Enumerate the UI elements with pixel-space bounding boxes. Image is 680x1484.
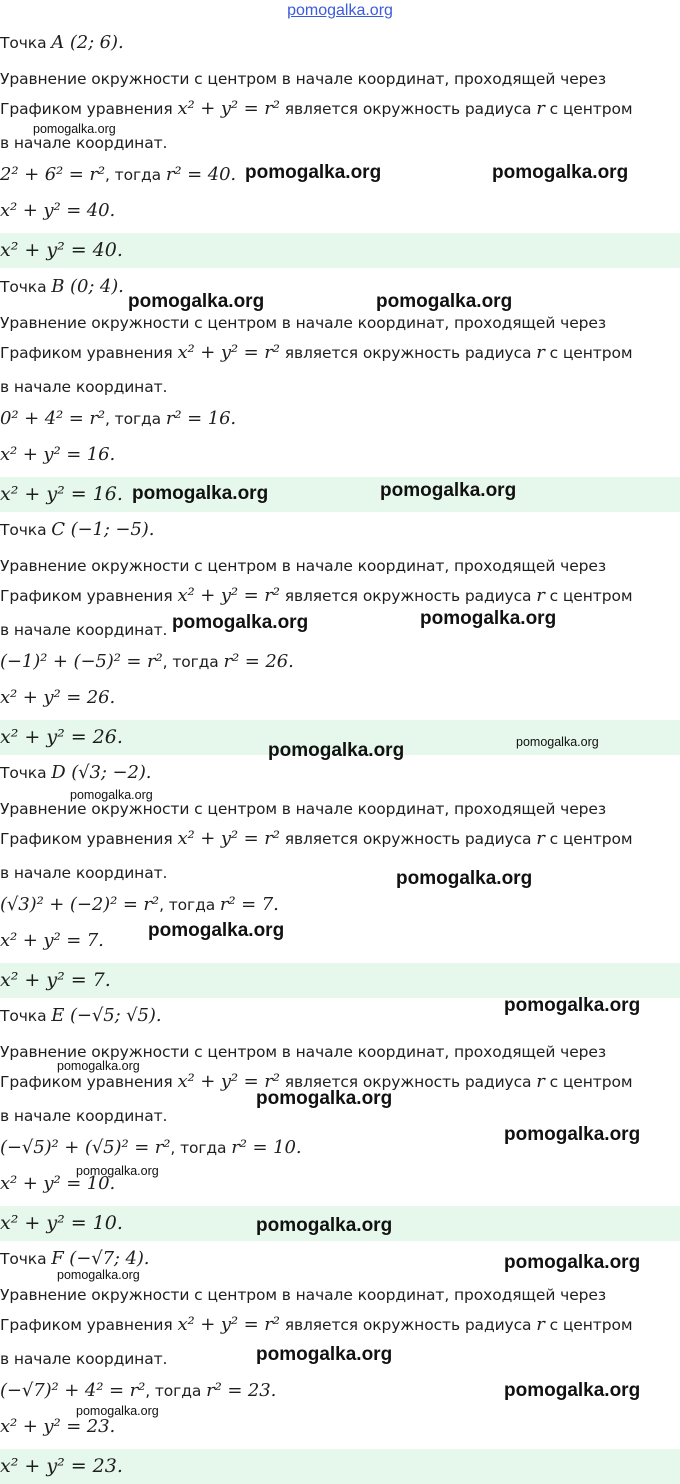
watermark: pomogalka.org — [76, 1164, 159, 1178]
calculation: (−√7)² + 4² = r² — [0, 1380, 146, 1401]
point-label: Точка — [0, 764, 52, 782]
watermark: pomogalka.org — [268, 740, 405, 761]
calculation: (√3)² + (−2)² = r² — [0, 894, 160, 915]
watermark: pomogalka.org — [504, 1380, 641, 1401]
calculation-line — [0, 408, 680, 429]
circle-equation — [0, 200, 680, 221]
graph-tail: с центром — [544, 1316, 633, 1334]
calculation: 0² + 4² = r² — [0, 408, 106, 429]
then-word: , тогда — [159, 896, 220, 914]
graph-prefix: Графиком уравнения — [0, 587, 178, 605]
center-origin: в начале координат. — [0, 864, 168, 882]
point-line — [0, 32, 680, 53]
center-origin: в начале координат. — [0, 134, 168, 152]
watermark: pomogalka.org — [148, 920, 285, 941]
point-coordinates: F (−√7; 4). — [51, 1248, 150, 1269]
graph-line — [0, 98, 680, 119]
answer-box — [0, 233, 680, 268]
equation-intro: Уравнение окружности с центром в начале координат, проходящей через — [0, 1043, 606, 1061]
equation: x² + y² = 16. — [0, 444, 116, 465]
then-word: , тогда — [162, 653, 224, 671]
answer-equation: x² + y² = 23. — [0, 1455, 123, 1477]
radius-symbol: r — [536, 98, 545, 119]
watermark: pomogalka.org — [420, 608, 557, 629]
graph-line — [0, 585, 680, 606]
graph-suffix: является окружность радиуса — [279, 344, 537, 362]
answer-equation: x² + y² = 10. — [0, 1212, 123, 1234]
answer-box — [0, 477, 680, 512]
graph-tail: с центром — [544, 100, 633, 118]
watermark: pomogalka.org — [380, 480, 517, 501]
graph-line — [0, 342, 680, 363]
circle-equation — [0, 687, 680, 708]
then-word: , тогда — [105, 410, 166, 428]
answer-equation: x² + y² = 40. — [0, 239, 123, 261]
general-formula: x² + y² = r² — [177, 1071, 280, 1092]
point-label: Точка — [0, 1007, 52, 1025]
calculation-line — [0, 894, 680, 915]
equation-intro: Уравнение окружности с центром в начале координат, проходящей через — [0, 557, 606, 575]
radius-squared: r² = 7. — [219, 894, 279, 915]
radius-squared: r² = 23. — [206, 1380, 277, 1401]
general-formula: x² + y² = r² — [177, 342, 280, 363]
general-formula: x² + y² = r² — [177, 828, 280, 849]
watermark: pomogalka.org — [172, 612, 309, 633]
calculation: 2² + 6² = r² — [0, 164, 106, 185]
point-line — [0, 762, 680, 783]
radius-symbol: r — [536, 1314, 545, 1335]
watermark: pomogalka.org — [376, 291, 513, 312]
general-formula: x² + y² = r² — [177, 585, 280, 606]
watermark: pomogalka.org — [245, 162, 382, 183]
radius-squared: r² = 16. — [165, 408, 237, 429]
radius-symbol: r — [536, 585, 545, 606]
answer-box — [0, 963, 680, 998]
point-line — [0, 276, 680, 297]
watermark: pomogalka.org — [516, 735, 599, 749]
graph-suffix: является окружность радиуса — [279, 1316, 537, 1334]
calculation-line — [0, 651, 680, 672]
watermark: pomogalka.org — [492, 162, 629, 183]
equation: x² + y² = 26. — [0, 687, 116, 708]
graph-tail: с центром — [544, 344, 633, 362]
watermark: pomogalka.org — [256, 1088, 393, 1109]
graph-suffix: является окружность радиуса — [279, 587, 537, 605]
graph-prefix: Графиком уравнения — [0, 1316, 178, 1334]
graph-tail: с центром — [544, 830, 633, 848]
graph-prefix: Графиком уравнения — [0, 100, 178, 118]
calculation: (−√5)² + (√5)² = r² — [0, 1137, 171, 1158]
point-coordinates: C (−1; −5). — [51, 519, 155, 540]
watermark: pomogalka.org — [33, 122, 116, 136]
graph-suffix: является окружность радиуса — [279, 830, 537, 848]
then-word: , тогда — [170, 1139, 232, 1157]
equation-intro: Уравнение окружности с центром в начале координат, проходящей через — [0, 1286, 606, 1304]
point-label: Точка — [0, 278, 52, 296]
circle-equation — [0, 444, 680, 465]
radius-symbol: r — [536, 828, 545, 849]
center-origin: в начале координат. — [0, 621, 168, 639]
point-coordinates: B (0; 4). — [51, 276, 124, 297]
general-formula: x² + y² = r² — [177, 98, 280, 119]
watermark: pomogalka.org — [504, 1124, 641, 1145]
watermark: pomogalka.org — [504, 995, 641, 1016]
watermark: pomogalka.org — [504, 1252, 641, 1273]
graph-prefix: Графиком уравнения — [0, 344, 178, 362]
graph-line — [0, 1314, 680, 1335]
watermark: pomogalka.org — [76, 1404, 159, 1418]
answer-equation: x² + y² = 7. — [0, 969, 111, 991]
watermark: pomogalka.org — [57, 1059, 140, 1073]
equation: x² + y² = 23. — [0, 1416, 116, 1437]
point-coordinates: D (√3; −2). — [51, 762, 152, 783]
answer-equation: x² + y² = 26. — [0, 726, 123, 748]
general-formula: x² + y² = r² — [177, 1314, 280, 1335]
point-coordinates: E (−√5; √5). — [51, 1005, 162, 1026]
graph-suffix: является окружность радиуса — [279, 1073, 537, 1091]
watermark: pomogalka.org — [396, 868, 533, 889]
watermark: pomogalka.org — [256, 1215, 393, 1236]
watermark: pomogalka.org — [128, 291, 265, 312]
point-label: Точка — [0, 1250, 52, 1268]
center-origin: в начале координат. — [0, 378, 168, 396]
graph-suffix: является окружность радиуса — [279, 100, 537, 118]
graph-tail: с центром — [544, 1073, 633, 1091]
graph-prefix: Графиком уравнения — [0, 1073, 178, 1091]
graph-prefix: Графиком уравнения — [0, 830, 178, 848]
then-word: , тогда — [145, 1382, 207, 1400]
radius-symbol: r — [536, 342, 545, 363]
watermark: pomogalka.org — [70, 788, 153, 802]
answer-box — [0, 1449, 680, 1484]
watermark: pomogalka.org — [256, 1344, 393, 1365]
watermark: pomogalka.org — [132, 483, 269, 504]
circle-equation — [0, 930, 680, 951]
center-origin: в начале координат. — [0, 1107, 168, 1125]
graph-line — [0, 828, 680, 849]
center-origin: в начале координат. — [0, 1350, 168, 1368]
watermark: pomogalka.org — [57, 1268, 140, 1282]
equation-intro: Уравнение окружности с центром в начале координат, проходящей через — [0, 800, 606, 818]
graph-tail: с центром — [544, 587, 633, 605]
point-label: Точка — [0, 34, 52, 52]
circle-equation — [0, 1416, 680, 1437]
radius-squared: r² = 10. — [231, 1137, 302, 1158]
equation: x² + y² = 10. — [0, 1173, 116, 1194]
point-label: Точка — [0, 521, 52, 539]
point-line — [0, 519, 680, 540]
then-word: , тогда — [105, 166, 166, 184]
calculation: (−1)² + (−5)² = r² — [0, 651, 163, 672]
equation: x² + y² = 40. — [0, 200, 116, 221]
equation: x² + y² = 7. — [0, 930, 104, 951]
site-link[interactable]: pomogalka.org — [287, 2, 393, 19]
equation-intro: Уравнение окружности с центром в начале координат, проходящей через — [0, 314, 606, 332]
equation-intro: Уравнение окружности с центром в начале координат, проходящей через — [0, 70, 606, 88]
point-coordinates: A (2; 6). — [51, 32, 124, 53]
answer-equation: x² + y² = 16. — [0, 483, 123, 505]
radius-squared: r² = 26. — [223, 651, 294, 672]
radius-symbol: r — [536, 1071, 545, 1092]
radius-squared: r² = 40. — [165, 164, 237, 185]
